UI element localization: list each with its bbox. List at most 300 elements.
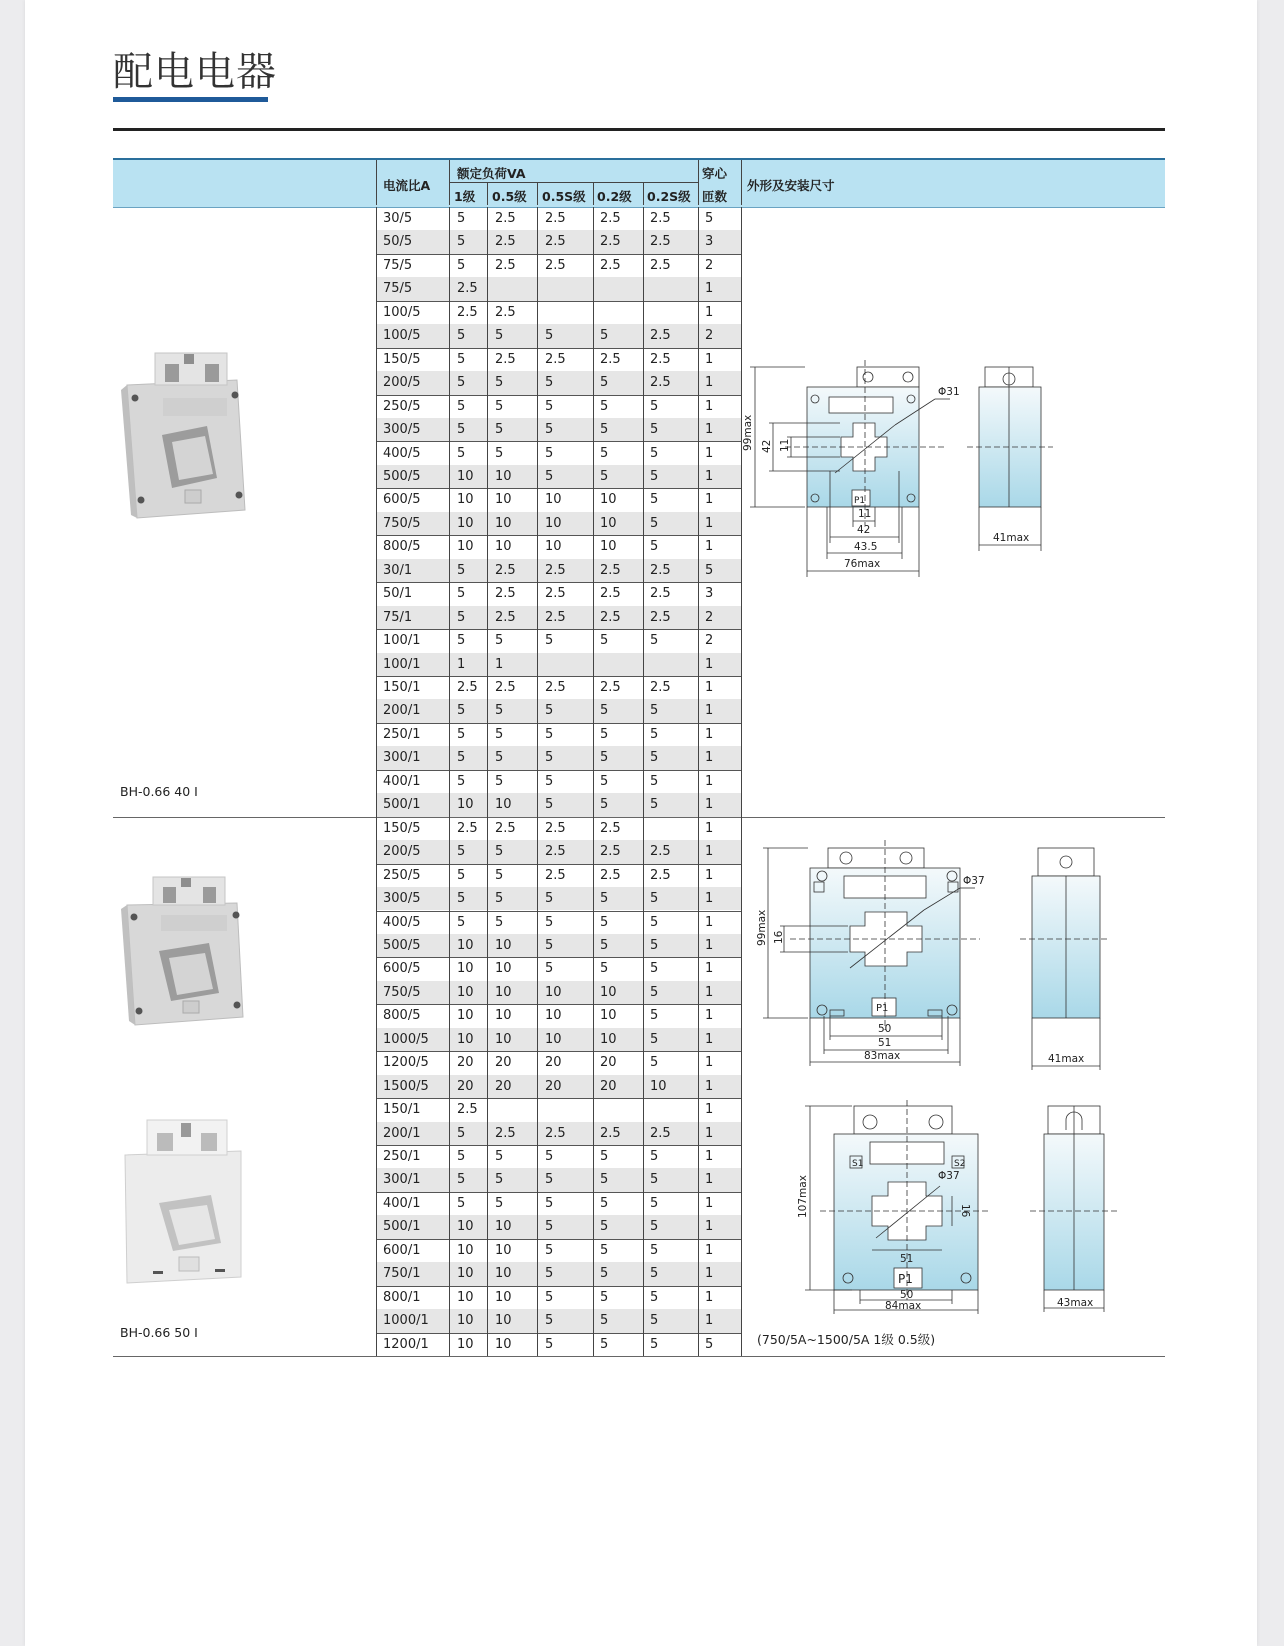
row-line <box>376 723 741 724</box>
row-line <box>376 629 741 630</box>
row-line <box>376 911 741 912</box>
table-cell: 1 <box>705 1195 714 1211</box>
table-cell: 2.5 <box>650 351 671 367</box>
table-cell: 5 <box>457 914 466 930</box>
table-cell: 250/5 <box>383 867 421 883</box>
table-cell: 1 <box>705 914 714 930</box>
dim-plate-40: P1 <box>854 496 866 506</box>
table-cell: 5 <box>545 328 554 344</box>
table-cell: 1 <box>705 820 714 836</box>
table-cell: 1 <box>705 1219 714 1235</box>
table-cell: 1 <box>705 1313 714 1329</box>
table-cell: 5 <box>600 422 609 438</box>
header-col-line <box>376 160 377 205</box>
table-cell: 75/5 <box>383 281 413 297</box>
table-cell: 5 <box>600 750 609 766</box>
table-cell: 10 <box>545 1008 562 1024</box>
table-cell: 150/1 <box>383 1102 421 1118</box>
table-cell: 5 <box>650 891 659 907</box>
table-cell: 750/5 <box>383 515 421 531</box>
table-cell: 5 <box>545 375 554 391</box>
table-cell: 5 <box>650 1266 659 1282</box>
table-cell: 10 <box>457 961 474 977</box>
svg-text:50: 50 <box>878 1023 892 1035</box>
table-cell: 5 <box>600 1195 609 1211</box>
row-line <box>376 770 741 771</box>
table-cell: 5 <box>650 1313 659 1329</box>
row-shade <box>376 699 741 722</box>
table-cell: 5 <box>457 328 466 344</box>
table-cell: 10 <box>495 961 512 977</box>
row-line <box>376 1192 741 1193</box>
table-cell: 1500/5 <box>383 1078 429 1094</box>
table-cell: 5 <box>650 961 659 977</box>
table-cell: 5 <box>650 797 659 813</box>
table-cell: 1000/5 <box>383 1031 429 1047</box>
table-cell: 2.5 <box>495 234 516 250</box>
table-cell: 200/5 <box>383 844 421 860</box>
svg-text:16: 16 <box>959 1204 971 1218</box>
table-cell: 5 <box>495 914 504 930</box>
table-cell: 10 <box>545 515 562 531</box>
table-cell: 2.5 <box>545 351 566 367</box>
dimension-drawing-50a <box>756 840 1140 1085</box>
table-cell: 10 <box>457 515 474 531</box>
table-cell: 1 <box>705 750 714 766</box>
table-cell: 20 <box>545 1078 562 1094</box>
table-cell: 300/1 <box>383 1172 421 1188</box>
table-cell: 500/1 <box>383 1219 421 1235</box>
table-cell: 1 <box>705 398 714 414</box>
row-line <box>376 1239 741 1240</box>
table-cell: 1 <box>705 656 714 672</box>
header-class-1: 0.5级 <box>492 189 527 204</box>
table-cell: 10 <box>600 1031 617 1047</box>
table-cell: 1 <box>705 304 714 320</box>
table-cell: 400/5 <box>383 445 421 461</box>
svg-text:11: 11 <box>858 508 872 520</box>
table-cell: 75/1 <box>383 609 413 625</box>
table-cell: 5 <box>650 445 659 461</box>
dim-plate-50b: P1 <box>898 1272 913 1286</box>
table-cell: 5 <box>495 422 504 438</box>
svg-text:99max: 99max <box>742 414 754 451</box>
section-line <box>113 817 1165 818</box>
table-cell: 5 <box>457 844 466 860</box>
table-cell: 5 <box>545 914 554 930</box>
table-cell: 5 <box>495 750 504 766</box>
col-line <box>537 207 538 817</box>
table-cell: 2.5 <box>650 680 671 695</box>
table-cell: 5 <box>650 1008 659 1024</box>
table-cell: 250/1 <box>383 1149 421 1164</box>
table-cell: 2.5 <box>650 867 671 883</box>
model-label-40: BH-0.66 40 I <box>120 784 198 799</box>
svg-text:43.5: 43.5 <box>854 541 878 553</box>
row-shade <box>376 418 741 441</box>
table-cell: 5 <box>545 633 554 649</box>
table-cell: 800/5 <box>383 1008 421 1024</box>
table-cell: 800/5 <box>383 539 421 555</box>
row-shade <box>376 324 741 347</box>
table-cell: 2 <box>705 328 714 344</box>
table-cell: 5 <box>600 961 609 977</box>
row-shade <box>376 1215 741 1238</box>
table-cell: 100/5 <box>383 328 421 344</box>
table-cell: 2.5 <box>600 351 621 367</box>
table-cell: 2.5 <box>545 1125 566 1141</box>
table-cell: 2.5 <box>457 304 478 320</box>
table-cell: 5 <box>650 914 659 930</box>
table-cell: 10 <box>495 1266 512 1282</box>
table-cell: 1 <box>705 867 714 883</box>
table-cell: 5 <box>457 1125 466 1141</box>
header-col-line <box>487 182 488 205</box>
table-cell: 5 <box>457 586 466 602</box>
table-cell: 5 <box>495 1195 504 1211</box>
table-cell: 20 <box>600 1055 617 1071</box>
table-cell: 5 <box>600 1172 609 1188</box>
table-cell: 10 <box>600 515 617 531</box>
table-cell: 75/5 <box>383 257 413 273</box>
table-cell: 10 <box>457 1031 474 1047</box>
table-cell: 5 <box>545 1172 554 1188</box>
header-col-line <box>741 160 742 205</box>
table-cell: 50/1 <box>383 586 413 602</box>
table-cell: 2 <box>705 257 714 273</box>
table-cell: 5 <box>650 984 659 1000</box>
table-cell: 10 <box>545 1031 562 1047</box>
table-header <box>113 158 1165 208</box>
table-cell: 5 <box>495 375 504 391</box>
table-cell: 10 <box>495 1313 512 1329</box>
table-cell: 2.5 <box>650 1125 671 1141</box>
table-cell: 1 <box>705 1055 714 1071</box>
row-shade <box>376 653 741 676</box>
table-cell: 1200/1 <box>383 1336 429 1352</box>
catalog-page <box>25 0 1257 1646</box>
svg-text:41max: 41max <box>1048 1053 1085 1065</box>
table-cell: 5 <box>600 797 609 813</box>
table-cell: 1 <box>705 1125 714 1141</box>
table-cell: 10 <box>457 1313 474 1329</box>
header-class-2: 0.5S级 <box>542 189 586 204</box>
table-cell: 2.5 <box>600 211 621 226</box>
table-cell: 200/1 <box>383 703 421 719</box>
col-line <box>741 817 742 1356</box>
row-line <box>376 1286 741 1287</box>
table-cell: 5 <box>650 750 659 766</box>
table-cell: 5 <box>545 773 554 789</box>
table-cell: 5 <box>600 1336 609 1352</box>
col-line <box>487 817 488 1356</box>
svg-text:41max: 41max <box>993 532 1030 544</box>
table-cell: 1 <box>705 1266 714 1282</box>
table-cell: 1200/5 <box>383 1055 429 1071</box>
svg-text:43max: 43max <box>1057 1297 1094 1309</box>
table-cell: 100/1 <box>383 656 421 672</box>
table-cell: 100/5 <box>383 304 421 320</box>
table-cell: 5 <box>457 867 466 883</box>
table-cell: 5 <box>457 445 466 461</box>
table-cell: 2.5 <box>545 820 566 836</box>
table-cell: 1 <box>705 539 714 555</box>
header-class-3: 0.2级 <box>597 189 632 204</box>
table-cell: 10 <box>600 539 617 555</box>
table-cell: 2.5 <box>600 1125 621 1141</box>
table-cell: 5 <box>495 867 504 883</box>
table-cell: 5 <box>650 492 659 508</box>
table-cell: 5 <box>495 633 504 649</box>
table-cell: 10 <box>495 1031 512 1047</box>
table-cell: 150/5 <box>383 351 421 367</box>
table-cell: 5 <box>457 211 466 226</box>
table-cell: 2.5 <box>545 211 566 226</box>
header-turns-top: 穿心 <box>702 166 728 181</box>
table-cell: 2.5 <box>600 586 621 602</box>
table-cell: 2.5 <box>545 234 566 250</box>
table-cell: 10 <box>457 937 474 953</box>
col-line <box>537 817 538 1356</box>
table-cell: 1 <box>705 281 714 297</box>
table-cell: 5 <box>457 703 466 719</box>
table-cell: 5 <box>495 891 504 907</box>
table-cell: 2.5 <box>545 867 566 883</box>
table-cell: 10 <box>650 1078 667 1094</box>
table-cell: 10 <box>495 937 512 953</box>
dim-hole-40: Φ31 <box>938 386 960 398</box>
table-cell: 10 <box>495 1242 512 1258</box>
table-cell: 5 <box>600 445 609 461</box>
dim-plate-50a: P1 <box>876 1003 889 1014</box>
table-cell: 5 <box>650 726 659 742</box>
title-underline <box>113 97 268 102</box>
table-cell: 1 <box>705 984 714 1000</box>
table-cell: 5 <box>650 1219 659 1235</box>
table-cell: 150/1 <box>383 680 421 695</box>
table-cell: 2.5 <box>545 257 566 273</box>
table-cell: 10 <box>495 1008 512 1024</box>
svg-text:50: 50 <box>900 1289 914 1301</box>
table-cell: 5 <box>457 726 466 742</box>
svg-text:76max: 76max <box>844 558 881 570</box>
table-cell: 5 <box>705 562 714 578</box>
table-cell: 10 <box>545 984 562 1000</box>
table-cell: 2.5 <box>600 844 621 860</box>
table-cell: 20 <box>545 1055 562 1071</box>
col-line <box>643 817 644 1356</box>
table-cell: 5 <box>545 797 554 813</box>
table-cell: 2.5 <box>545 586 566 602</box>
table-cell: 20 <box>495 1055 512 1071</box>
table-cell: 5 <box>600 703 609 719</box>
table-cell: 2.5 <box>495 820 516 836</box>
table-cell: 500/5 <box>383 468 421 484</box>
table-cell: 200/1 <box>383 1125 421 1141</box>
table-cell: 2.5 <box>650 234 671 250</box>
table-cell: 5 <box>457 750 466 766</box>
row-line <box>376 395 741 396</box>
row-shade <box>376 1309 741 1332</box>
table-cell: 1 <box>705 1031 714 1047</box>
table-cell: 300/5 <box>383 891 421 907</box>
table-cell: 300/5 <box>383 422 421 438</box>
row-shade <box>376 746 741 769</box>
table-cell: 1 <box>705 797 714 813</box>
table-cell: 10 <box>457 984 474 1000</box>
table-cell: 2.5 <box>457 820 478 836</box>
table-cell: 5 <box>457 891 466 907</box>
table-cell: 5 <box>600 1242 609 1258</box>
table-cell: 1 <box>705 937 714 953</box>
table-cell: 5 <box>545 398 554 414</box>
header-col-line <box>537 182 538 205</box>
table-cell: 10 <box>457 797 474 813</box>
dim-hole-50b: Φ37 <box>938 1170 960 1182</box>
table-cell: 5 <box>650 1031 659 1047</box>
table-cell: 5 <box>600 1289 609 1305</box>
svg-text:42: 42 <box>857 524 871 536</box>
table-cell: 5 <box>545 1336 554 1352</box>
table-cell: 2.5 <box>600 820 621 836</box>
header-class-0: 1级 <box>454 189 476 204</box>
row-line <box>376 441 741 442</box>
header-col-line <box>449 160 450 205</box>
table-cell: 5 <box>650 1055 659 1071</box>
table-cell: 10 <box>495 1289 512 1305</box>
table-cell: 1 <box>705 1172 714 1188</box>
table-cell: 5 <box>457 633 466 649</box>
table-cell: 5 <box>545 891 554 907</box>
table-cell: 3 <box>705 586 714 602</box>
table-cell: 1 <box>705 1149 714 1164</box>
col-line <box>487 207 488 817</box>
page-title: 配电电器 <box>113 49 277 95</box>
table-cell: 5 <box>545 422 554 438</box>
col-line <box>593 207 594 817</box>
table-cell: 1 <box>705 1242 714 1258</box>
table-cell: 2.5 <box>495 680 516 695</box>
table-cell: 5 <box>600 328 609 344</box>
table-cell: 1 <box>457 656 466 672</box>
table-cell: 150/5 <box>383 820 421 836</box>
table-cell: 5 <box>650 539 659 555</box>
col-line <box>449 817 450 1356</box>
table-cell: 5 <box>457 257 466 273</box>
row-shade <box>376 371 741 394</box>
table-cell: 5 <box>495 328 504 344</box>
table-cell: 20 <box>495 1078 512 1094</box>
table-cell: 10 <box>457 1242 474 1258</box>
table-cell: 5 <box>545 1266 554 1282</box>
table-cell: 5 <box>600 773 609 789</box>
table-cell: 5 <box>495 844 504 860</box>
table-cell: 1 <box>705 773 714 789</box>
table-cell: 2.5 <box>495 1125 516 1141</box>
row-line <box>376 301 741 302</box>
table-cell: 5 <box>495 398 504 414</box>
svg-text:S2: S2 <box>954 1159 966 1169</box>
col-line <box>698 207 699 817</box>
table-cell: 2.5 <box>600 867 621 883</box>
table-cell: 2 <box>705 609 714 625</box>
table-cell: 5 <box>600 937 609 953</box>
table-cell: 5 <box>650 937 659 953</box>
svg-text:11: 11 <box>779 438 791 452</box>
table-cell: 2.5 <box>650 562 671 578</box>
table-cell: 10 <box>495 797 512 813</box>
table-cell: 5 <box>457 422 466 438</box>
header-turns-bottom: 匝数 <box>702 189 728 204</box>
table-cell: 5 <box>545 961 554 977</box>
table-cell: 5 <box>457 1195 466 1211</box>
table-cell: 1 <box>705 1102 714 1118</box>
table-cell: 2.5 <box>650 844 671 860</box>
table-cell: 5 <box>545 445 554 461</box>
table-cell: 600/1 <box>383 1242 421 1258</box>
table-cell: 10 <box>457 1266 474 1282</box>
col-line <box>376 817 377 1356</box>
table-cell: 5 <box>545 1313 554 1329</box>
table-cell: 5 <box>705 1336 714 1352</box>
table-cell: 20 <box>457 1055 474 1071</box>
dimension-drawing-40 <box>742 355 1085 585</box>
row-shade <box>376 887 741 910</box>
row-line <box>376 1098 741 1099</box>
table-cell: 100/1 <box>383 633 421 649</box>
table-cell: 1 <box>495 656 504 672</box>
table-cell: 2.5 <box>650 609 671 625</box>
header-rated-load: 额定负荷VA <box>457 166 526 181</box>
row-shade <box>376 793 741 816</box>
table-cell: 1 <box>705 445 714 461</box>
table-cell: 250/1 <box>383 726 421 742</box>
table-cell: 10 <box>600 1008 617 1024</box>
table-cell: 2.5 <box>495 304 516 320</box>
table-cell: 1 <box>705 468 714 484</box>
table-cell: 5 <box>545 750 554 766</box>
table-cell: 2.5 <box>650 375 671 391</box>
table-cell: 20 <box>600 1078 617 1094</box>
col-line <box>643 207 644 817</box>
table-cell: 5 <box>650 1172 659 1188</box>
svg-text:99max: 99max <box>756 909 768 946</box>
table-cell: 1 <box>705 375 714 391</box>
table-cell: 800/1 <box>383 1289 421 1305</box>
table-cell: 2.5 <box>495 351 516 367</box>
table-cell: 2.5 <box>495 211 516 226</box>
table-cell: 600/5 <box>383 961 421 977</box>
table-cell: 1 <box>705 1078 714 1094</box>
table-cell: 2.5 <box>457 680 478 695</box>
table-cell: 5 <box>457 1149 466 1164</box>
table-cell: 5 <box>600 891 609 907</box>
table-cell: 1 <box>705 703 714 719</box>
table-cell: 750/5 <box>383 984 421 1000</box>
header-col-line <box>698 160 699 205</box>
table-cell: 5 <box>600 1149 609 1164</box>
table-cell: 5 <box>600 468 609 484</box>
table-cell: 5 <box>600 914 609 930</box>
table-cell: 5 <box>495 773 504 789</box>
table-cell: 10 <box>457 468 474 484</box>
table-cell: 10 <box>600 492 617 508</box>
table-cell: 10 <box>495 468 512 484</box>
row-line <box>376 1333 741 1334</box>
table-cell: 5 <box>457 398 466 414</box>
table-cell: 1 <box>705 726 714 742</box>
table-cell: 2.5 <box>495 609 516 625</box>
